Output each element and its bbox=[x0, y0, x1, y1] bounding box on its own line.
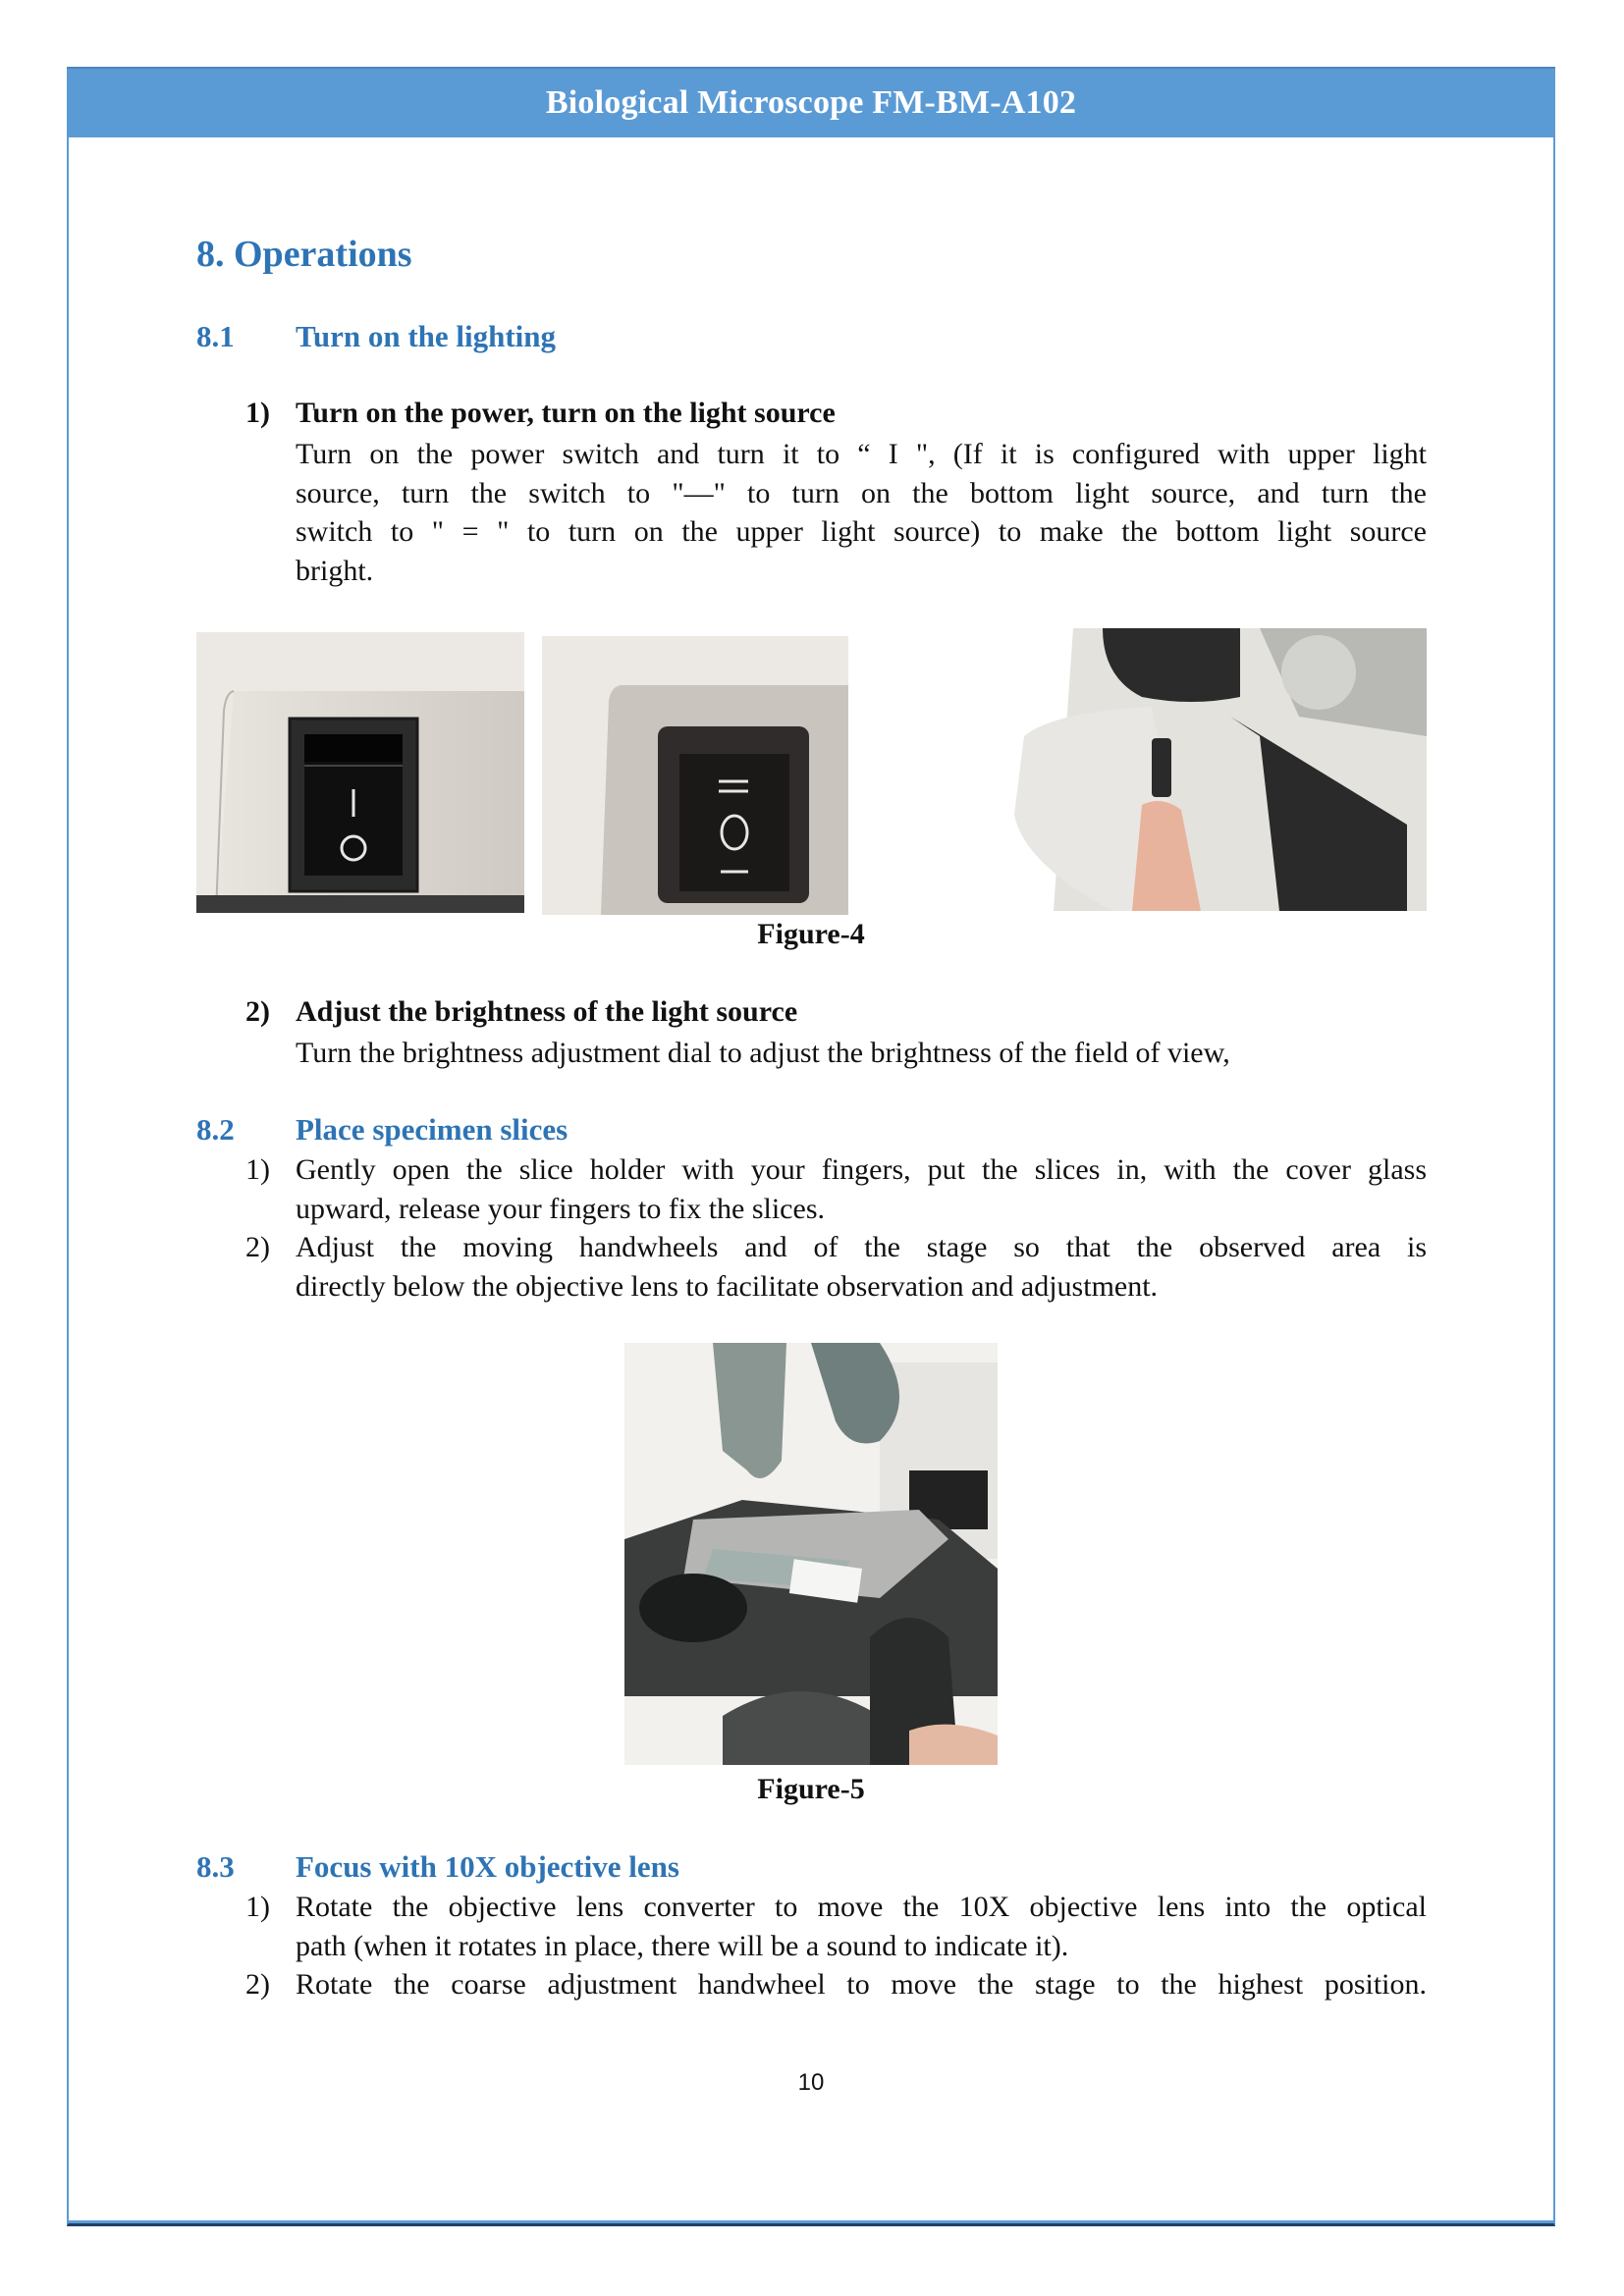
photo-rocker-switch-two-position bbox=[196, 632, 524, 913]
body-line: Adjust the moving handwheels and of the stage so that the observed area is bbox=[296, 1231, 1427, 1263]
photo-microscope-stage bbox=[624, 1343, 998, 1765]
subsection-title: Turn on the lighting bbox=[296, 319, 557, 353]
item-body-brightness bbox=[296, 1034, 1427, 1073]
item-number: 1) bbox=[245, 397, 270, 429]
document-title: Biological Microscope FM-BM-A102 bbox=[545, 84, 1077, 121]
body-line: switch to " = " to turn on the upper light source) to make the bottom light source bbox=[296, 515, 1427, 548]
body-line: Rotate the coarse adjustment handwheel to move the stage to the highest position. bbox=[296, 1968, 1427, 2001]
body-line: bright. bbox=[296, 554, 374, 587]
item-number: 2) bbox=[245, 1231, 270, 1263]
item-number: 1) bbox=[245, 1891, 270, 1923]
body-line: Turn on the power switch and turn it to “ I ", (If it is configured with upper light bbox=[296, 438, 1427, 470]
item-heading-text: Turn on the power, turn on the light source bbox=[296, 397, 836, 429]
figure-5-caption: Figure-5 bbox=[757, 1773, 865, 1805]
section-heading bbox=[196, 233, 412, 276]
subsection-number: 8.1 bbox=[196, 319, 235, 353]
subsection-title: Focus with 10X objective lens bbox=[296, 1849, 679, 1884]
item-heading-text: Adjust the brightness of the light source bbox=[296, 995, 798, 1028]
page-frame-bottom-rule bbox=[67, 2220, 1555, 2223]
page-number: 10 bbox=[797, 2069, 825, 2096]
section-number: 8. bbox=[196, 234, 225, 275]
subsection-heading-8-1 bbox=[196, 319, 556, 354]
body-line: Gently open the slice holder with your fingers, put the slices in, with the cover glass bbox=[296, 1153, 1427, 1186]
document-header bbox=[67, 67, 1555, 137]
item-heading-brightness bbox=[245, 995, 797, 1029]
item-number: 1) bbox=[245, 1153, 270, 1186]
subsection-heading-8-2 bbox=[196, 1112, 568, 1148]
subsection-number: 8.2 bbox=[196, 1112, 235, 1147]
item-number: 2) bbox=[245, 1968, 270, 2001]
figure-4-caption: Figure-4 bbox=[757, 918, 865, 950]
item-heading-power bbox=[245, 397, 836, 430]
body-line: directly below the objective lens to facilitate observation and adjustment. bbox=[296, 1269, 1159, 1303]
section-title: Operations bbox=[234, 234, 412, 275]
item-body-power bbox=[296, 435, 1427, 590]
body-line: Rotate the objective lens converter to move the 10X objective lens into the optical bbox=[296, 1891, 1427, 1923]
list-item-coarse-adjustment bbox=[245, 1965, 1427, 2004]
body-line: Turn the brightness adjustment dial to adjust the brightness of the field of view, bbox=[296, 1037, 1230, 1069]
body-line: path (when it rotates in place, there will be a sound to indicate it). bbox=[296, 1929, 1069, 1962]
item-number: 2) bbox=[245, 995, 270, 1028]
list-item-adjust-stage bbox=[245, 1228, 1427, 1307]
subsection-heading-8-3 bbox=[196, 1849, 679, 1885]
photo-brightness-dial bbox=[995, 628, 1427, 911]
body-line: source, turn the switch to "—" to turn on the bottom light source, and turn the bbox=[296, 476, 1427, 509]
body-line: upward, release your fingers to fix the slices. bbox=[296, 1192, 825, 1225]
subsection-number: 8.3 bbox=[196, 1849, 235, 1884]
photo-rocker-switch-three-position bbox=[542, 636, 848, 915]
list-item-rotate-objective bbox=[245, 1888, 1427, 1966]
list-item-place-slice bbox=[245, 1150, 1427, 1229]
subsection-title: Place specimen slices bbox=[296, 1112, 568, 1147]
